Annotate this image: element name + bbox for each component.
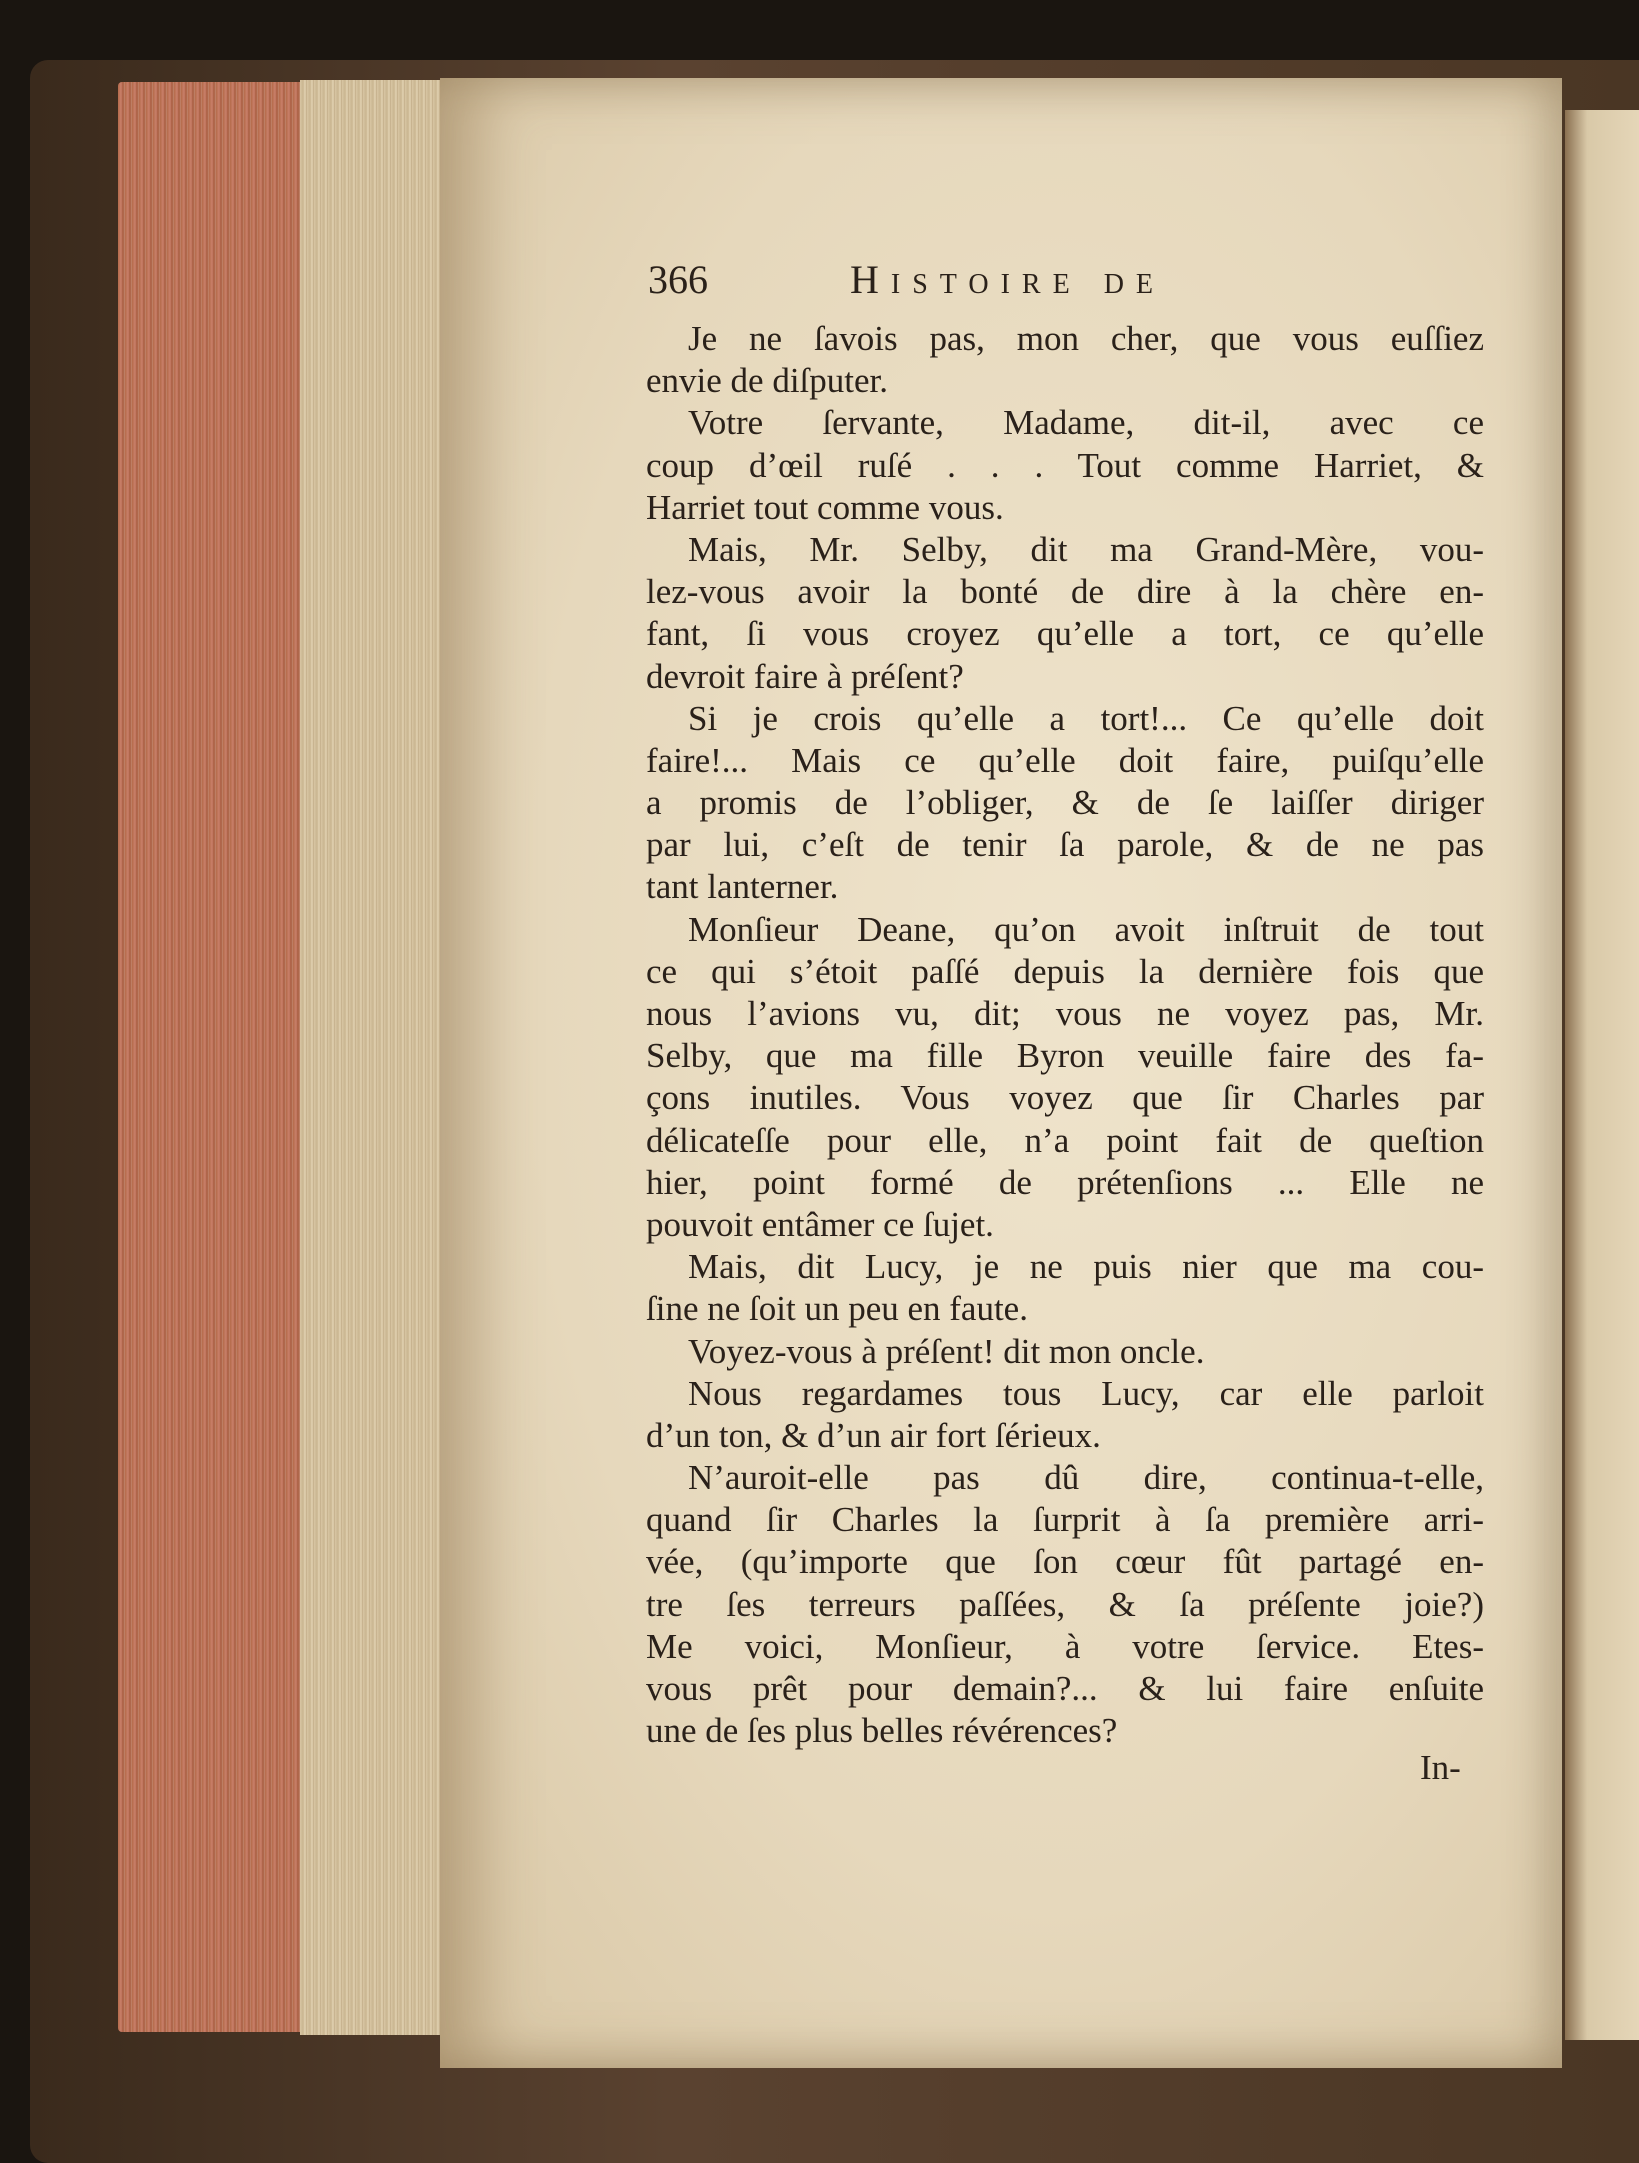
text-line: ce qui s’étoit paſſé depuis la dernière fois que (646, 951, 1484, 991)
text-line: çons inutiles. Vous voyez que ſir Charles par (646, 1078, 1484, 1118)
text-line: Je ne ſavois pas, mon cher, que vous euſſiez (688, 319, 1484, 358)
page-edges-stained (118, 82, 328, 2032)
text-line: Voyez-vous à préſent! dit mon oncle. (688, 1331, 1205, 1371)
text-line: Monſieur Deane, qu’on avoit inſtruit de tout (688, 909, 1484, 949)
page-edges (300, 80, 440, 2035)
text-line: Me voici, Monſieur, à votre ſervice. Etes- (646, 1626, 1484, 1666)
text-line: vée, (qu’importe que ſon cœur fût partagé en- (646, 1542, 1484, 1582)
text-line: Harriet tout comme vous. (646, 487, 1004, 527)
text-line: pouvoit entâmer ce ſujet. (646, 1204, 994, 1244)
page-header (648, 256, 1448, 316)
text-line: délicateſſe pour elle, n’a point fait de queſtion (646, 1120, 1484, 1160)
text-line: ſine ne ſoit un peu en faute. (646, 1289, 1028, 1329)
text-line: fant, ſi vous croyez qu’elle a tort, ce qu’elle (646, 614, 1484, 654)
running-head: Histoire de (850, 257, 1166, 302)
text-line: par lui, c’eſt de tenir ſa parole, & de ne pas (646, 825, 1484, 865)
text-line: devroit faire à préſent? (646, 656, 964, 696)
text-line: une de ſes plus belles révérences? (646, 1711, 1118, 1751)
text-line: Nous regardames tous Lucy, car elle parloit (688, 1373, 1484, 1413)
text-line: N’auroit-elle pas dû dire, continua-t-elle, (688, 1458, 1484, 1498)
text-line: Votre ſervante, Madame, dit-il, avec ce (688, 403, 1484, 443)
text-line: Mais, dit Lucy, je ne puis nier que ma cou- (688, 1247, 1484, 1287)
page-number: 366 (648, 257, 708, 302)
page-text (646, 318, 1484, 1752)
text-line: faire!... Mais ce qu’elle doit faire, puiſqu’elle (646, 740, 1484, 780)
text-line: Selby, que ma fille Byron veuille faire des fa- (646, 1036, 1484, 1076)
text-line: a promis de l’obliger, & de ſe laiſſer diriger (646, 783, 1484, 823)
text-line: coup d’œil ruſé . . . Tout comme Harriet, & (646, 445, 1484, 485)
text-line: nous l’avions vu, dit; vous ne voyez pas, Mr. (646, 994, 1484, 1033)
text-line: tre ſes terreurs paſſées, & ſa préſente joie?) (646, 1584, 1484, 1624)
text-line: Si je crois qu’elle a tort!... Ce qu’elle doit (688, 698, 1484, 738)
text-line: d’un ton, & d’un air fort ſérieux. (646, 1415, 1101, 1455)
text-line: envie de diſputer. (646, 361, 889, 401)
catchword: In- (1420, 1748, 1461, 1787)
text-line: hier, point formé de prétenſions ... Elle ne (646, 1162, 1484, 1202)
facing-page (1565, 110, 1639, 2040)
text-line: Mais, Mr. Selby, dit ma Grand-Mère, vou- (688, 529, 1484, 569)
text-line: lez-vous avoir la bonté de dire à la chère en- (646, 572, 1484, 612)
text-line: tant lanterner. (646, 867, 839, 907)
text-line: quand ſir Charles la ſurprit à ſa première arri- (646, 1500, 1484, 1540)
text-line: vous prêt pour demain?... & lui faire enſuite (646, 1669, 1484, 1708)
